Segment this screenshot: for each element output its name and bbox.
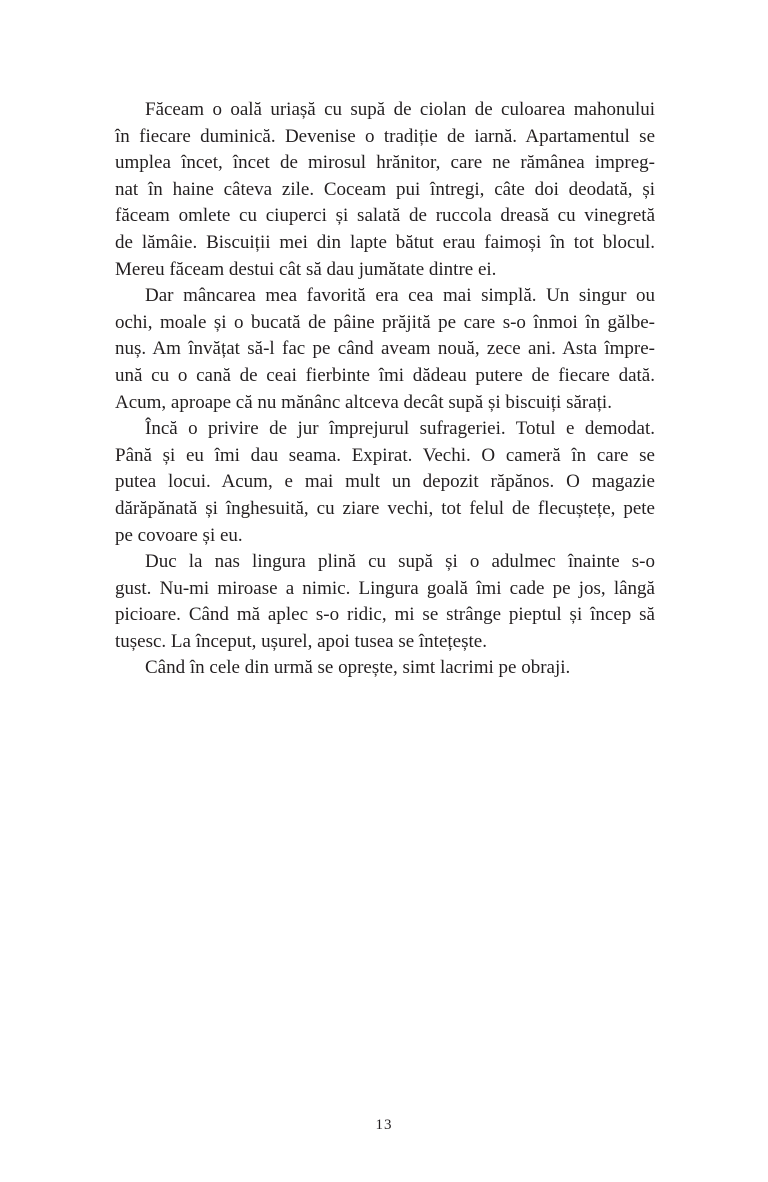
text-line: dărăpănată și înghesuită, cu ziare vechi, tot felul de flecuștețe, pete	[115, 497, 655, 519]
text-line: Încă o privire de jur împrejurul sufrageriei. Totul e demodat.	[145, 418, 655, 440]
text-line: ună cu o cană de ceai fierbinte îmi dădeau putere de fiecare dată.	[115, 364, 655, 386]
text-line: ochi, moale și o bucată de pâine prăjită pe care s-o înmoi în gălbe-	[115, 311, 655, 333]
text-line: Când în cele din urmă se oprește, simt lacrimi pe obraji.	[145, 657, 571, 679]
paragraph	[115, 549, 655, 655]
paragraph	[115, 416, 655, 549]
text-line: de lămâie. Biscuiții mei din lapte bătut erau faimoși în tot blocul.	[115, 231, 655, 253]
text-line: umplea încet, încet de mirosul hrănitor, care ne rămânea impreg-	[115, 152, 655, 174]
text-line: gust. Nu-mi miroase a nimic. Lingura goală îmi cade pe jos, lângă	[115, 577, 655, 599]
text-line: nuș. Am învățat să-l fac pe când aveam nouă, zece ani. Asta împre-	[115, 338, 655, 360]
body-text	[115, 97, 655, 682]
text-line: Până și eu îmi dau seama. Expirat. Vechi. O cameră în care se	[115, 444, 655, 466]
paragraph	[115, 283, 655, 416]
text-line: Duc la nas lingura plină cu supă și o adulmec înainte s-o	[145, 551, 655, 573]
text-line: picioare. Când mă aplec s-o ridic, mi se strânge pieptul și încep să	[115, 604, 655, 626]
text-line: Făceam o oală uriașă cu supă de ciolan de culoarea mahonului	[145, 99, 655, 120]
text-line: pe covoare și eu.	[115, 524, 243, 546]
page-number: 13	[375, 1117, 393, 1133]
text-line: tușesc. La început, ușurel, apoi tusea se întețește.	[115, 630, 487, 652]
text-line: făceam omlete cu ciuperci și salată de ruccola dreasă cu vinegretă	[115, 205, 655, 227]
text-line: Mereu făceam destui cât să dau jumătate dintre ei.	[115, 258, 497, 280]
text-line: putea locui. Acum, e mai mult un depozit răpănos. O magazie	[115, 471, 655, 493]
text-line: Dar mâncarea mea favorită era cea mai simplă. Un singur ou	[145, 285, 655, 307]
paragraph	[115, 655, 655, 682]
text-line: în fiecare duminică. Devenise o tradiție de iarnă. Apartamentul se	[115, 125, 655, 147]
text-line: nat în haine câteva zile. Coceam pui întregi, câte doi deodată, și	[115, 178, 655, 200]
paragraph	[115, 97, 655, 283]
text-line: Acum, aproape că nu mănânc altceva decât supă și biscuiți sărați.	[115, 391, 612, 413]
